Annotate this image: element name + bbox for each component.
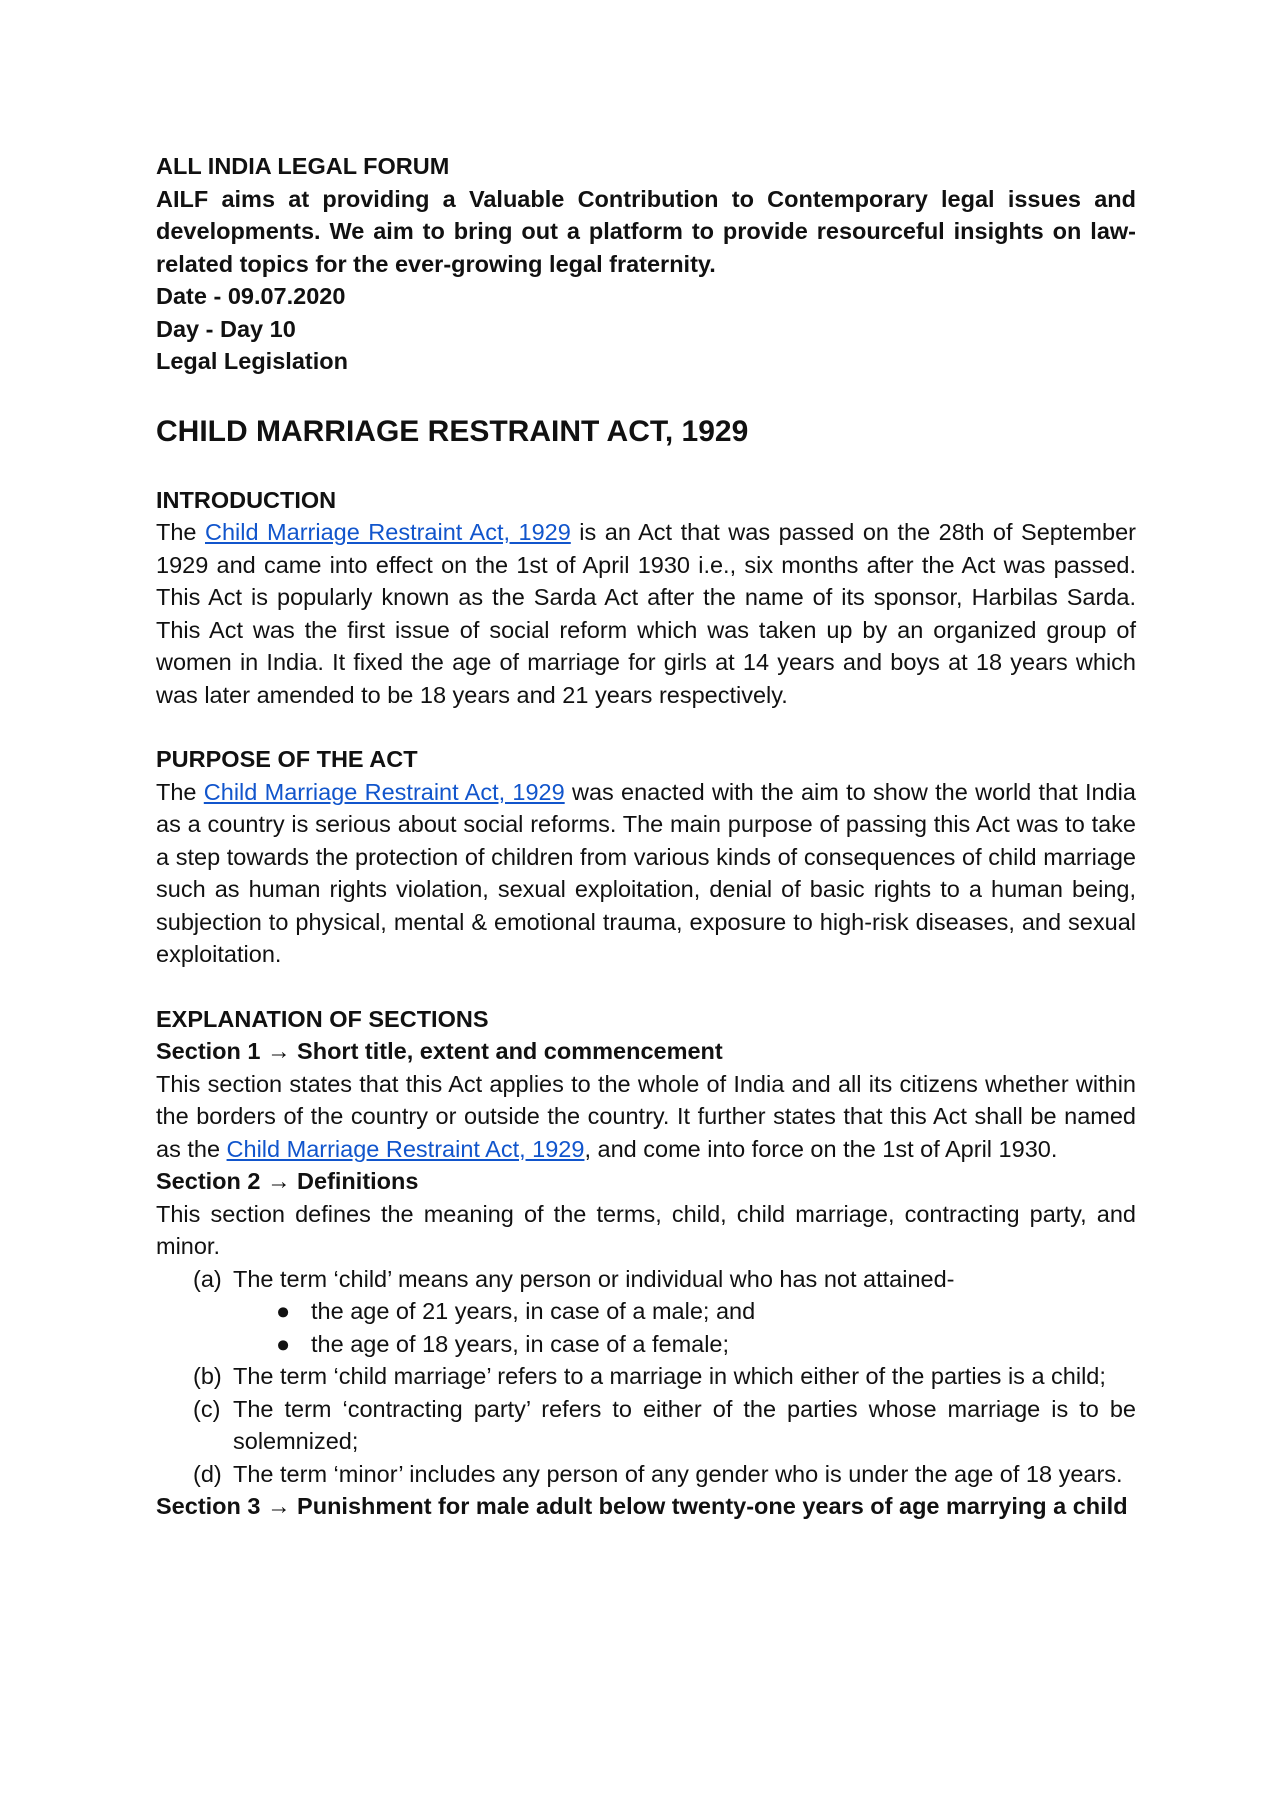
org-tagline: AILF aims at providing a Valuable Contribution to Contemporary legal issues and developments. We aim to bring out a platform to provide resourceful insights on law-related topics for the ever-growing legal fraternity. [156,185,1136,277]
purpose-paragraph [156,776,1136,971]
list-item [156,1458,1136,1491]
act-link-intro[interactable]: Child Marriage Restraint Act, 1929 [205,519,571,545]
section-2-intro: This section defines the meaning of the terms, child, child marriage, contracting party, and minor. [156,1200,1136,1259]
act-link-purpose[interactable]: Child Marriage Restraint Act, 1929 [203,778,565,805]
section-3-heading-text: Punishment for male adult below twenty-one years of age marrying a child [297,1493,1128,1519]
list-item-text: The term ‘minor’ includes any person of any gender who is under the age of 18 years. [233,1460,1123,1487]
purpose-post: was enacted with the aim to show the world that India as a country is serious about social reforms. The main purpose of passing this Act was to take a step towards the protection of children from various kinds of consequences of child marriage such as human rights violation, sexual exploitation, denial of basic rights to a human being, subjection to physical, mental & emotional trauma, exposure to high-risk diseases, and sexual exploitation. [156,778,1136,967]
document-page [156,150,1136,1523]
act-link-section-1[interactable]: Child Marriage Restraint Act, 1929 [226,1135,585,1162]
list-item-text: the age of 18 years, in case of a female; [311,1330,730,1357]
section-2-title: Section 2 → Definitions [156,1168,419,1194]
list-item [156,1295,1136,1328]
bullet-icon: ● [276,1298,291,1324]
list-item [156,1263,1136,1296]
purpose-pre: The [156,778,204,805]
introduction-paragraph [156,516,1136,711]
section-3-label: Section 3 → [156,1493,298,1519]
section-1-title: Section 1 → Short title, extent and commencement [156,1038,723,1064]
sections-heading: EXPLANATION OF SECTIONS [156,1005,489,1032]
definitions-list-continued [156,1360,1136,1490]
list-item [156,1360,1136,1393]
doc-category: Legal Legislation [156,348,348,374]
org-name: ALL INDIA LEGAL FORUM [156,153,450,179]
list-marker: (a) [193,1265,222,1292]
section-1-pre: This section states that this Act applies to the whole of India and all its citizens whether within the borders of the country or outside the country. It further states that this Act shall be named as the [156,1070,1136,1162]
definitions-list [156,1263,1136,1296]
child-age-list [156,1295,1136,1360]
section-1-post: , and come into force on the 1st of April 1930. [584,1135,1058,1162]
section-3-title [156,1490,1136,1523]
list-marker: (b) [193,1363,222,1389]
list-item-text: The term ‘child marriage’ refers to a marriage in which either of the parties is a child; [233,1363,1106,1389]
section-1-paragraph [156,1068,1136,1166]
list-marker: (c) [193,1395,221,1422]
list-item [156,1393,1136,1458]
list-item [156,1328,1136,1361]
list-item-text: the age of 21 years, in case of a male; and [311,1298,756,1324]
list-item-text: The term ‘child’ means any person or individual who has not attained- [233,1265,955,1292]
introduction-post: is an Act that was passed on the 28th of September 1929 and came into effect on the 1st of April 1930 i.e., six months after the Act was passed. This Act is popularly known as the Sarda Act after the name of its sponsor, Harbilas Sarda. This Act was the first issue of social reform which was taken up by an organized group of women in India. It fixed the age of marriage for girls at 14 years and boys at 18 years which was later amended to be 18 years and 21 years respectively. [156,519,1136,708]
list-marker: (d) [193,1460,222,1487]
list-item-text: The term ‘contracting party’ refers to either of the parties whose marriage is to be solemnized; [233,1395,1136,1454]
introduction-heading: INTRODUCTION [156,486,337,513]
purpose-heading: PURPOSE OF THE ACT [156,746,418,772]
doc-date: Date - 09.07.2020 [156,283,346,309]
page-title: CHILD MARRIAGE RESTRAINT ACT, 1929 [156,414,749,448]
introduction-pre: The [156,519,205,545]
doc-day: Day - Day 10 [156,315,296,342]
bullet-icon: ● [276,1330,291,1357]
